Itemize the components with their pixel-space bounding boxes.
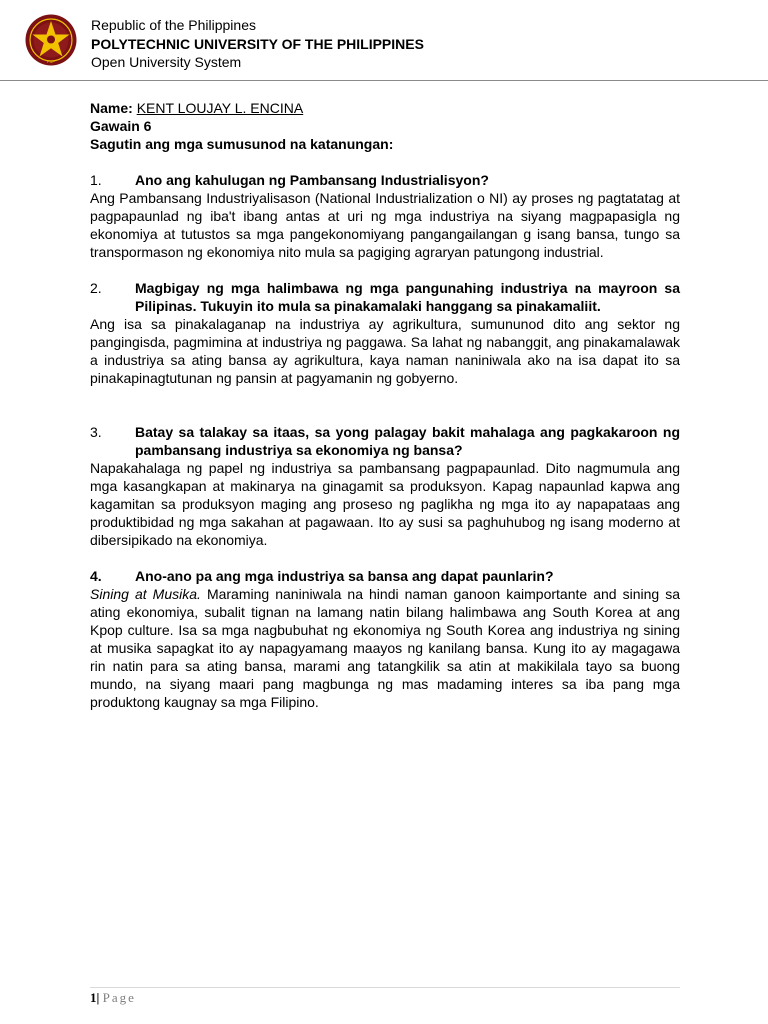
question-number: 3. — [90, 424, 102, 440]
question-4 — [90, 567, 680, 585]
question-number: 2. — [90, 280, 102, 296]
document-body — [90, 99, 680, 711]
header-republic: Republic of the Philippines — [91, 17, 256, 33]
header-text — [91, 16, 424, 72]
question-2 — [90, 279, 680, 315]
page-label: Page — [102, 990, 136, 1005]
instruction: Sagutin ang mga sumusunod na katanungan: — [90, 136, 394, 152]
question-text: Ano ang kahulugan ng Pambansang Industrialisyon? — [135, 172, 489, 188]
answer-4 — [90, 585, 680, 711]
footer-divider — [90, 987, 680, 988]
question-text: Ano-ano pa ang mga industriya sa bansa ang dapat paunlarin? — [135, 568, 554, 584]
answer-2: Ang isa sa pinakalaganap na industriya ay agrikultura, sumununod dito ang sektor ng pangingisda, pagmimina at industriya ng paggawa. Sa lahat ng nabanggit, ang pinakamalawak a industriya sa ating bansa ay agrikultura, kaya naman naniniwala ako na isa dapat ito sa pinakapinagtutunan ng pansin at pagyamanin ng gobyerno. — [90, 316, 680, 386]
header-university: POLYTECHNIC UNIVERSITY OF THE PHILIPPINES — [91, 35, 424, 52]
answer-1: Ang Pambansang Industriyalisason (National Industrialization o NI) ay proses ng pagtatatag at pagpapaunlad ng iba't ibang antas at uri ng mga industriya na siyang magpapasigla ng ekonomiya at tutustos sa mga pangekonomiyang pangangailangan g isang bansa, tungo sa transpormason ng ekonomiya nito mula sa pagiging agraryan patungong industrial. — [90, 190, 680, 260]
answer-4-text: Maraming naniniwala na hindi naman ganoon kaimportante and sining sa ating ekonomiya, subalit tignan na lamang natin bilang halimbawa ang South Korea at ang Kpop culture. Isa sa mga nagbubuhat ng ekonomiya ng South Korea ang industriya ng sining at musika sapagkat ito ay napagyamang maayos ng kanilang bansa. Kung ito ay magagawa rin natin para sa ating bansa, marami ang tatangkilik sa atin at makikilala tayo sa buong mundo, na siyang maari pang magbunga ng mas madaming interes sa iba pang mga produktong kaugnay sa mga Filipino. — [90, 586, 681, 710]
question-number: 4. — [90, 568, 102, 584]
activity-title: Gawain 6 — [90, 118, 152, 134]
document-header — [0, 0, 768, 81]
pup-seal-logo — [25, 14, 77, 66]
page-number: 1 — [90, 990, 97, 1005]
answer-3: Napakahalaga ng papel ng industriya sa pambansang pagpapaunlad. Dito nagmumula ang mga kasangkapan at makinarya na ginagamit sa produksyon. Kapag napaunlad kapwa ang kagamitan sa produksyon maging ang proseso ng paglikha ng mga ito ay napapataas ang produktibidad ng mga sakahan at pagawaan. Ito ay susi sa paghuhubog ng isang moderno at dibersipikado na ekonomiya. — [90, 460, 680, 548]
header-system: Open University System — [91, 54, 242, 70]
seal-text: PUP — [46, 59, 56, 64]
answer-4-lead: Sining at Musika. — [90, 586, 201, 602]
question-number: 1. — [90, 172, 102, 188]
page-footer — [90, 990, 136, 1006]
footer-separator: | — [96, 990, 100, 1005]
student-name-line — [90, 99, 680, 117]
header-divider — [0, 80, 768, 81]
question-text: Magbigay ng mga halimbawa ng mga pangunahing industriya na mayroon sa Pilipinas. Tukuyin ito mula sa pinakamalaki hanggang sa pinakamaliit. — [135, 280, 680, 314]
question-text: Batay sa talakay sa itaas, sa yong palagay bakit mahalaga ang pagkakaroon ng pambansang industriya sa ekonomiya ng bansa? — [135, 424, 680, 458]
question-3 — [90, 423, 680, 459]
question-1 — [90, 171, 680, 189]
name-label: Name: — [90, 100, 133, 116]
student-name: KENT LOUJAY L. ENCINA — [136, 100, 304, 116]
